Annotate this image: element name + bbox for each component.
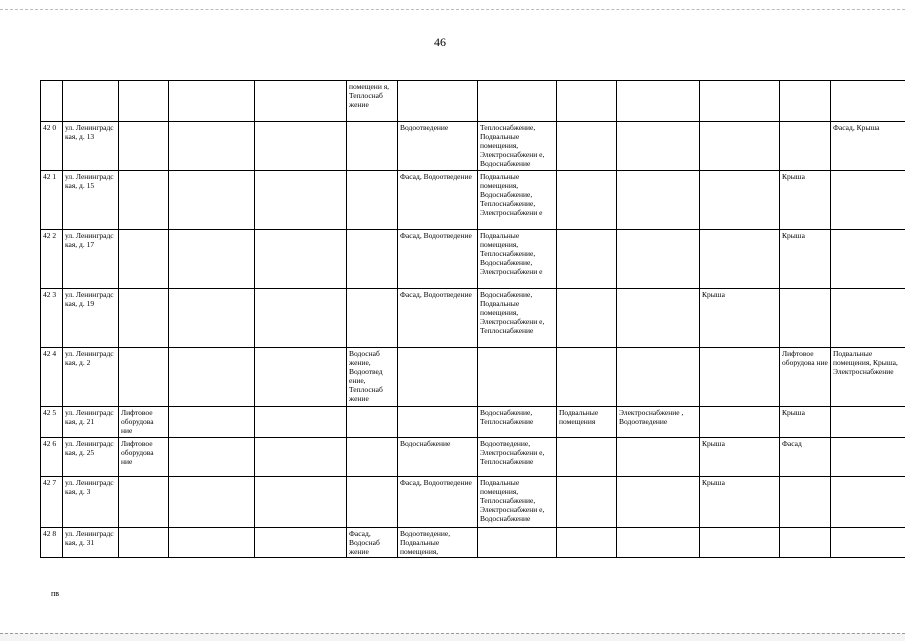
table-cell <box>119 289 169 348</box>
table-cell: помещени я, Теплоснаб жение <box>347 81 398 122</box>
table-cell <box>617 348 700 407</box>
table-cell <box>119 81 169 122</box>
table-cell: Крыша <box>780 230 831 289</box>
table-cell <box>478 528 557 558</box>
table-cell <box>557 348 617 407</box>
table-cell <box>119 528 169 558</box>
table-row <box>41 289 905 348</box>
table-cell <box>700 230 780 289</box>
table-cell <box>700 122 780 171</box>
table-cell: Крыша <box>700 438 780 477</box>
table-cell <box>700 348 780 407</box>
table-cell <box>617 289 700 348</box>
table-cell <box>831 528 905 558</box>
table-cell <box>617 528 700 558</box>
address-cell: ул. Ленинградс кая, д. 19 <box>63 289 119 348</box>
table-cell <box>617 477 700 528</box>
table-cell: Подвальные помещения, Теплоснабжение, Водоснабжение, Электроснабжени е <box>478 230 557 289</box>
table-cell <box>700 81 780 122</box>
address-cell: ул. Ленинградс кая, д. 13 <box>63 122 119 171</box>
table-cell <box>831 81 905 122</box>
table-cell: Фасад, Водоснаб жение <box>347 528 398 558</box>
table-cell <box>478 81 557 122</box>
row-number: 42 1 <box>41 171 63 230</box>
table-cell <box>617 81 700 122</box>
table-cell: Фасад, Водоотведение <box>398 289 478 348</box>
table-body <box>41 81 905 558</box>
address-cell: ул. Ленинградс кая, д. 25 <box>63 438 119 477</box>
table-cell <box>119 477 169 528</box>
table-cell <box>831 438 905 477</box>
table-cell: Электроснабжение , Водоотведение <box>617 407 700 438</box>
table-cell: Подвальные помещения, Теплоснабжение, Электроснабжени е, Водоснабжение <box>478 477 557 528</box>
address-cell: ул. Ленинградс кая, д. 17 <box>63 230 119 289</box>
table-cell <box>557 81 617 122</box>
table-cell <box>255 348 347 407</box>
table-cell <box>557 438 617 477</box>
table-cell <box>169 122 255 171</box>
table-cell <box>557 289 617 348</box>
table-cell: Фасад, Крыша <box>831 122 905 171</box>
row-number: 42 7 <box>41 477 63 528</box>
footer-mark: пв <box>51 589 59 598</box>
table-cell: Водоснабжение, Теплоснабжение <box>478 407 557 438</box>
table-cell: Подвальные помещения, Крыша, Электроснабжение <box>831 348 905 407</box>
table-cell <box>347 477 398 528</box>
table-cell: Подвальные помещения, Водоснабжение, Теплоснабжение, Электроснабжени е <box>478 171 557 230</box>
table-cell <box>700 171 780 230</box>
table-cell: Лифтовое оборудова ние <box>119 438 169 477</box>
table-cell <box>255 407 347 438</box>
table-row <box>41 230 905 289</box>
table-cell <box>169 289 255 348</box>
table-cell <box>255 289 347 348</box>
table-cell <box>478 348 557 407</box>
table-cell <box>617 438 700 477</box>
table-cell <box>398 407 478 438</box>
table-cell <box>557 122 617 171</box>
table-cell <box>557 477 617 528</box>
table-cell <box>119 122 169 171</box>
table-cell <box>831 289 905 348</box>
table-cell <box>831 171 905 230</box>
table-cell <box>169 407 255 438</box>
table-cell <box>557 528 617 558</box>
table-cell <box>169 477 255 528</box>
table-cell <box>347 171 398 230</box>
table-row <box>41 438 905 477</box>
row-number: 42 8 <box>41 528 63 558</box>
table-cell: Крыша <box>780 407 831 438</box>
address-cell: ул. Ленинградс кая, д. 3 <box>63 477 119 528</box>
table-cell: Фасад, Водоотведение <box>398 171 478 230</box>
table-cell: Крыша <box>700 477 780 528</box>
table-cell <box>255 171 347 230</box>
table-cell: Крыша <box>700 289 780 348</box>
table-cell: Лифтовое оборудова ние <box>119 407 169 438</box>
row-number: 42 3 <box>41 289 63 348</box>
table-cell <box>347 122 398 171</box>
address-cell: ул. Ленинградс кая, д. 21 <box>63 407 119 438</box>
table-cell: Фасад <box>780 438 831 477</box>
table-cell <box>831 407 905 438</box>
table-cell <box>780 528 831 558</box>
table-cell: Водоснабжение, Подвальные помещения, Электроснабжени е, Теплоснабжение <box>478 289 557 348</box>
table-cell <box>780 122 831 171</box>
table-cell <box>831 477 905 528</box>
table-cell <box>169 348 255 407</box>
table-row <box>41 407 905 438</box>
table-cell <box>255 477 347 528</box>
table-cell <box>700 407 780 438</box>
table-cell <box>169 230 255 289</box>
table-cell <box>557 230 617 289</box>
scan-top-edge <box>0 0 905 10</box>
row-number: 42 2 <box>41 230 63 289</box>
table-cell: Теплоснабжение, Подвальные помещения, Электроснабжени е, Водоснабжение <box>478 122 557 171</box>
table-cell <box>347 289 398 348</box>
table-cell <box>831 230 905 289</box>
schedule-table <box>40 80 905 558</box>
table-cell: Водоотведение, Электроснабжени е, Теплоснабжение <box>478 438 557 477</box>
table-cell <box>169 528 255 558</box>
table-cell <box>617 122 700 171</box>
table-cell <box>169 171 255 230</box>
table-cell <box>347 407 398 438</box>
table-cell <box>780 81 831 122</box>
table-cell <box>780 289 831 348</box>
table-cell <box>398 348 478 407</box>
table-cell: Лифтовое оборудова ние <box>780 348 831 407</box>
table-cell: Водоотведение <box>398 122 478 171</box>
page-number: 46 <box>420 35 460 50</box>
table-cell <box>119 230 169 289</box>
address-cell: ул. Ленинградс кая, д. 2 <box>63 348 119 407</box>
row-number <box>41 81 63 122</box>
row-number: 42 4 <box>41 348 63 407</box>
address-cell: ул. Ленинградс кая, д. 15 <box>63 171 119 230</box>
row-number: 42 5 <box>41 407 63 438</box>
table-cell <box>255 81 347 122</box>
table-cell <box>255 122 347 171</box>
table-cell <box>557 171 617 230</box>
table-cell: Водоснабжение <box>398 438 478 477</box>
table-row <box>41 477 905 528</box>
table-cell <box>119 171 169 230</box>
table-cell <box>169 438 255 477</box>
table-cell <box>700 528 780 558</box>
table-cell <box>347 230 398 289</box>
table-cell <box>617 230 700 289</box>
address-cell: ул. Ленинградс кая, д. 31 <box>63 528 119 558</box>
table-row <box>41 171 905 230</box>
table-cell <box>255 438 347 477</box>
address-cell <box>63 81 119 122</box>
row-number: 42 0 <box>41 122 63 171</box>
table-cell <box>255 230 347 289</box>
table-cell <box>398 81 478 122</box>
table-cell <box>255 528 347 558</box>
table-row <box>41 81 905 122</box>
table-cell <box>119 348 169 407</box>
table-cell: Фасад, Водоотведение <box>398 230 478 289</box>
table-cell <box>347 438 398 477</box>
table-cell <box>617 171 700 230</box>
table-row <box>41 348 905 407</box>
table-cell: Подвальные помещения <box>557 407 617 438</box>
table-cell <box>169 81 255 122</box>
table-row <box>41 528 905 558</box>
table-cell: Фасад, Водоотведение <box>398 477 478 528</box>
row-number: 42 6 <box>41 438 63 477</box>
table-row <box>41 122 905 171</box>
table-cell: Водоотведение, Подвальные помещения, <box>398 528 478 558</box>
table-cell <box>780 477 831 528</box>
table-cell: Крыша <box>780 171 831 230</box>
table-cell: Водоснаб жение, Водоотвед ение, Теплоснаб жение <box>347 348 398 407</box>
